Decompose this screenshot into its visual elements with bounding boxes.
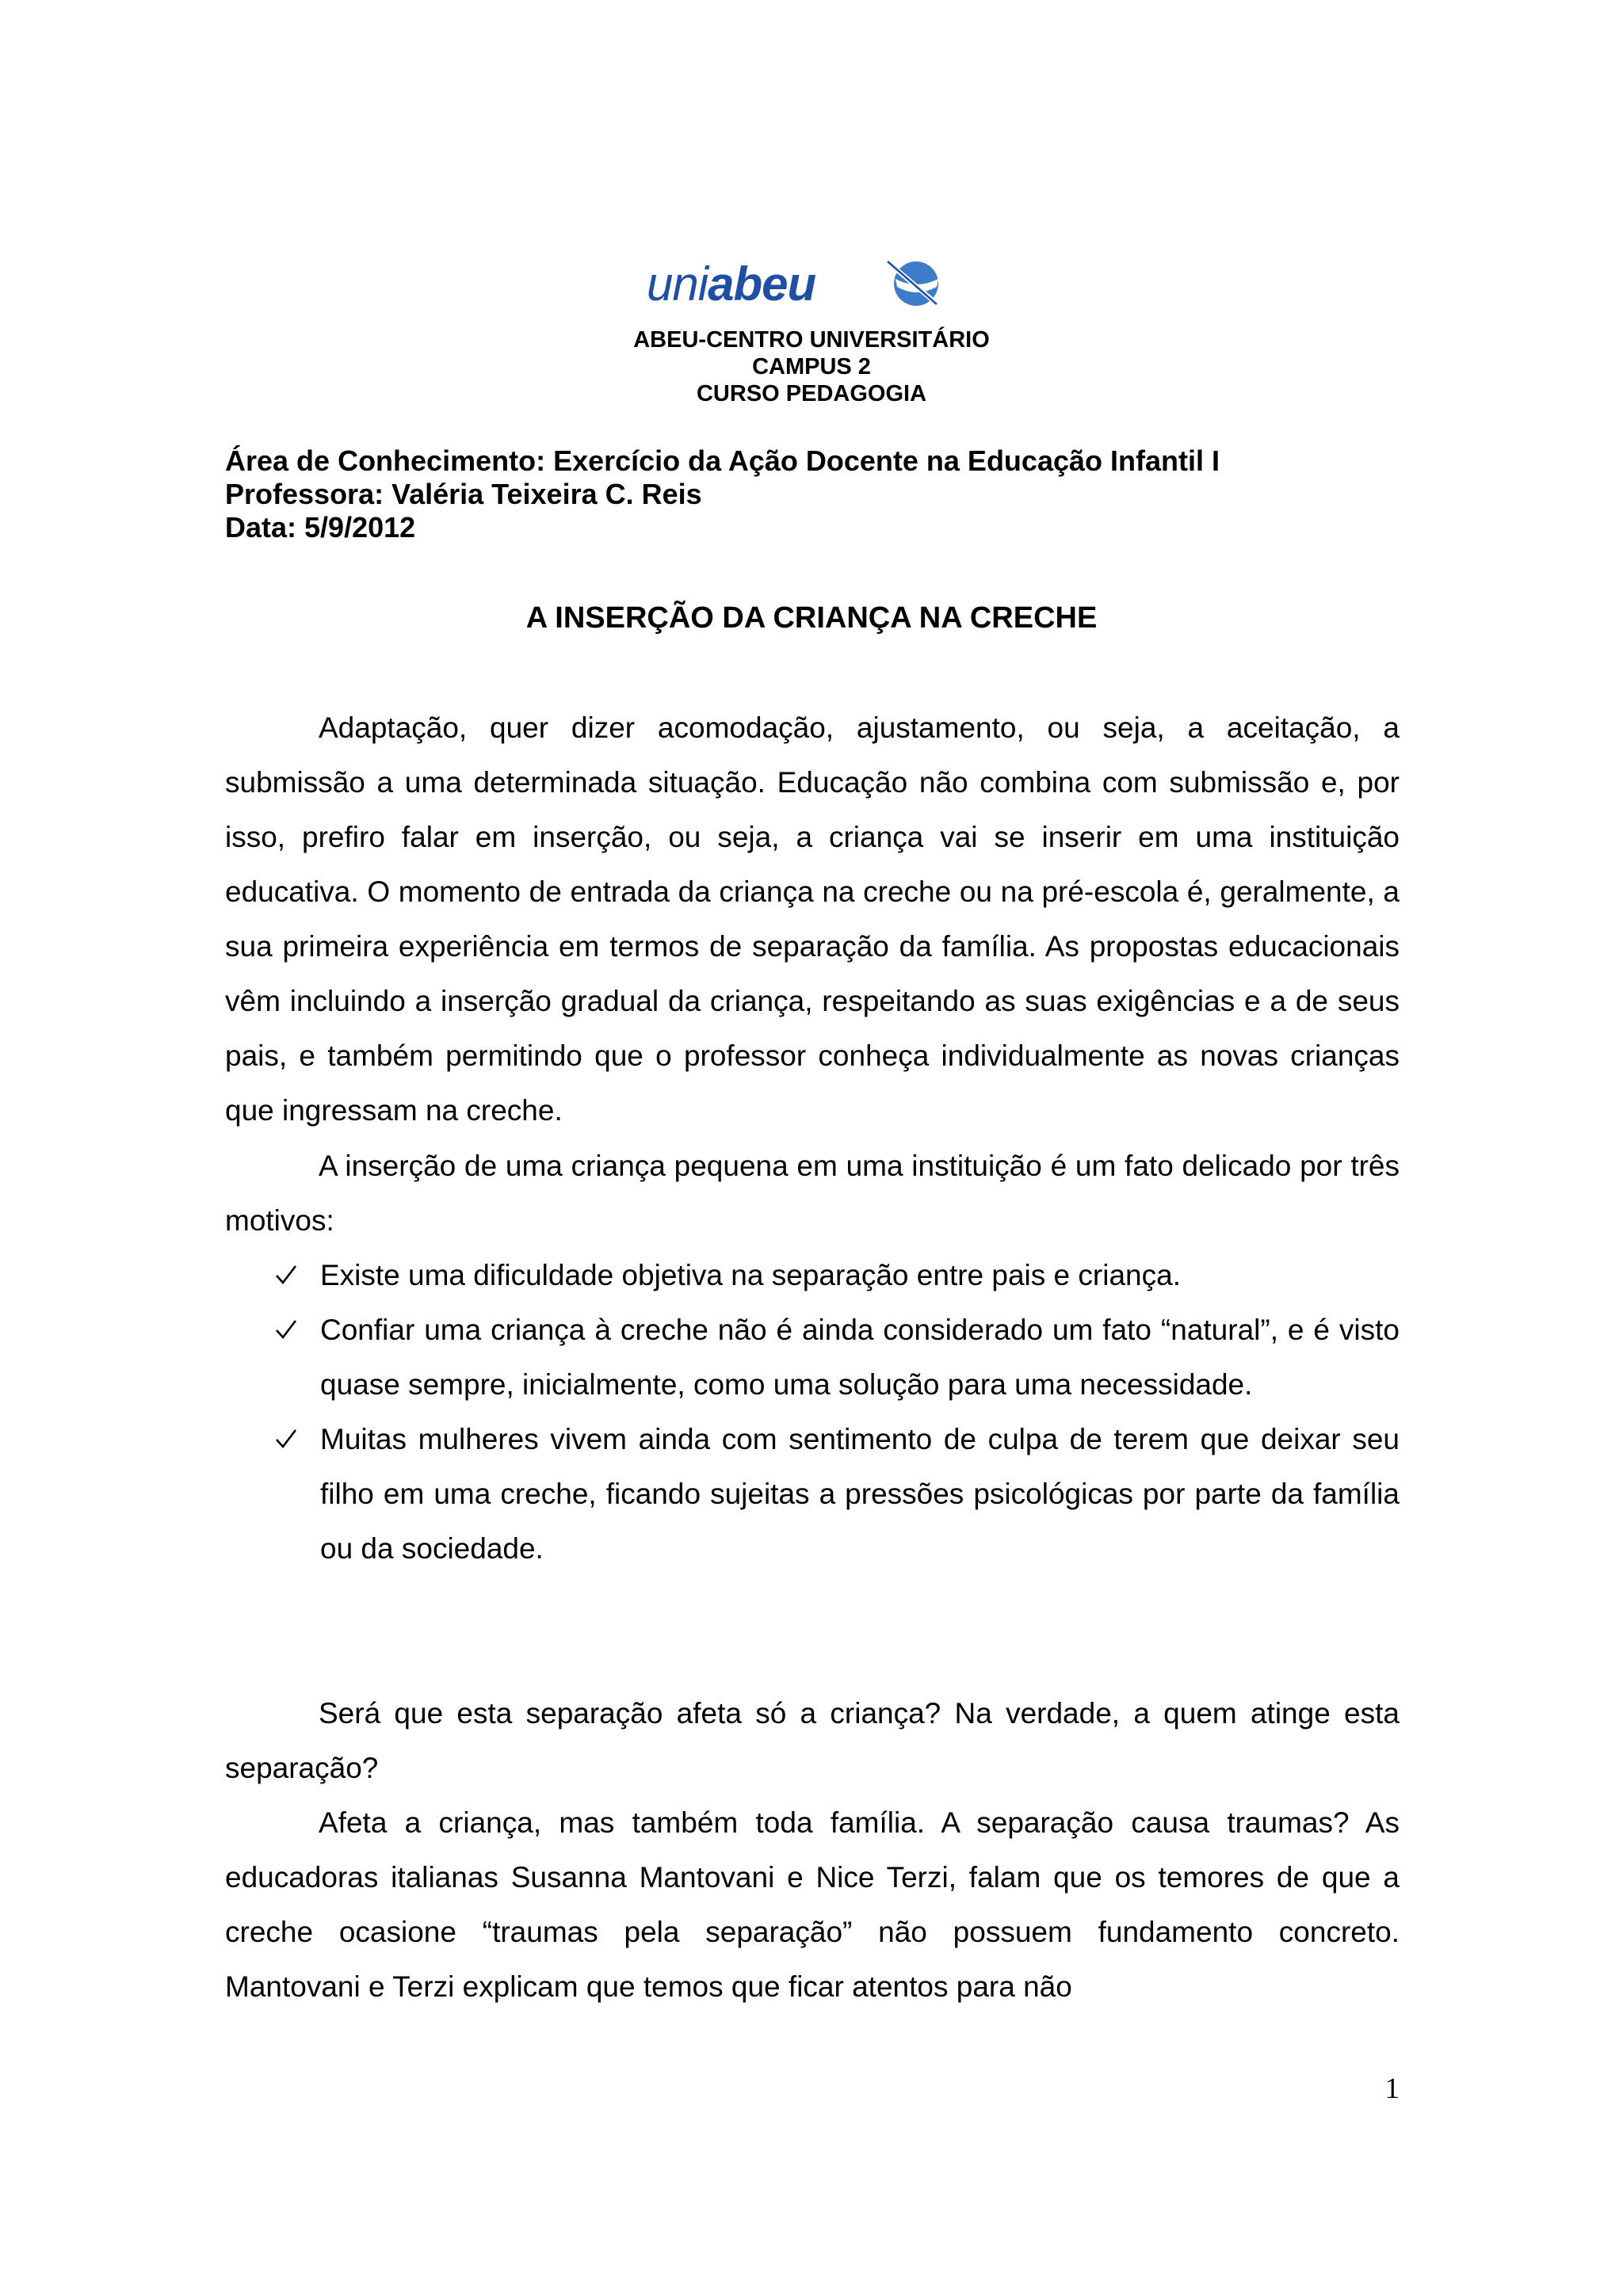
paragraph-answer [225,1795,1400,2014]
paragraph-question [225,1686,1400,1795]
logo-text-abeu: abeu [708,257,816,311]
uniabeu-logo [647,255,948,314]
knowledge-area: Área de Conhecimento: Exercício da Ação Docente na Educação Infantil I [225,444,1220,477]
logo-wordmark [647,257,815,312]
page-number: 1 [1384,2073,1400,2105]
paragraph-text: Será que esta separação afeta só a criança? Na verdade, a quem atinge esta separação? [225,1697,1400,1784]
checklist-item-text: Confiar uma criança à creche não é ainda considerado um fato “natural”, e é visto quase sempre, inicialmente, como uma solução para uma necessidade. [320,1314,1400,1401]
institution-name: ABEU-CENTRO UNIVERSITÁRIO [633,327,990,353]
document-title: A INSERÇÃO DA CRIANÇA NA CRECHE [525,601,1098,635]
campus-name: CAMPUS 2 [752,354,871,379]
professor-name: Professora: Valéria Teixeira C. Reis [225,478,702,510]
checklist-item-text: Muitas mulheres vivem ainda com sentimento de culpa de terem que deixar seu filho em uma creche, ficando sujeitas a pressões psicológicas por parte da família ou da sociedade. [320,1423,1400,1565]
checklist-item [225,1248,1400,1302]
checklist-item [225,1412,1400,1576]
paragraph-reasons-intro [225,1138,1400,1248]
paragraph-text: Adaptação, quer dizer acomodação, ajustamento, ou seja, a aceitação, a submissão a uma determinada situação. Educação não combina com submissão e, por isso, prefiro falar em inserção, ou seja, a criança vai se inserir em uma instituição educativa. O momento de entrada da criança na creche ou na pré-escola é, geralmente, a sua primeira experiência em termos de separação da família. As propostas educacionais vêm incluindo a inserção gradual da criança, respeitando as suas exigências e a de seus pais, e também permitindo que o professor conheça individualmente as novas crianças que ingressam na creche. [225,711,1400,1127]
paragraph-text: Afeta a criança, mas também toda família. A separação causa traumas? As educadoras italianas Susanna Mantovani e Nice Terzi, falam que os temores de que a creche ocasione “traumas pela separação” não possuem fundamento concreto. Mantovani e Terzi explicam que temos que ficar atentos para não [225,1806,1400,2003]
checklist-item-text: Existe uma dificuldade objetiva na separação entre pais e criança. [320,1259,1181,1291]
paragraph-intro [225,700,1400,1138]
paragraph-text: A inserção de uma criança pequena em uma instituição é um fato delicado por três motivos: [225,1150,1400,1237]
document-date: Data: 5/9/2012 [225,511,416,543]
course-name: CURSO PEDAGOGIA [696,381,927,406]
globe-icon [884,255,948,311]
checklist-item [225,1302,1400,1412]
reasons-checklist [225,1248,1400,1576]
logo-text-uni: uni [647,257,708,311]
